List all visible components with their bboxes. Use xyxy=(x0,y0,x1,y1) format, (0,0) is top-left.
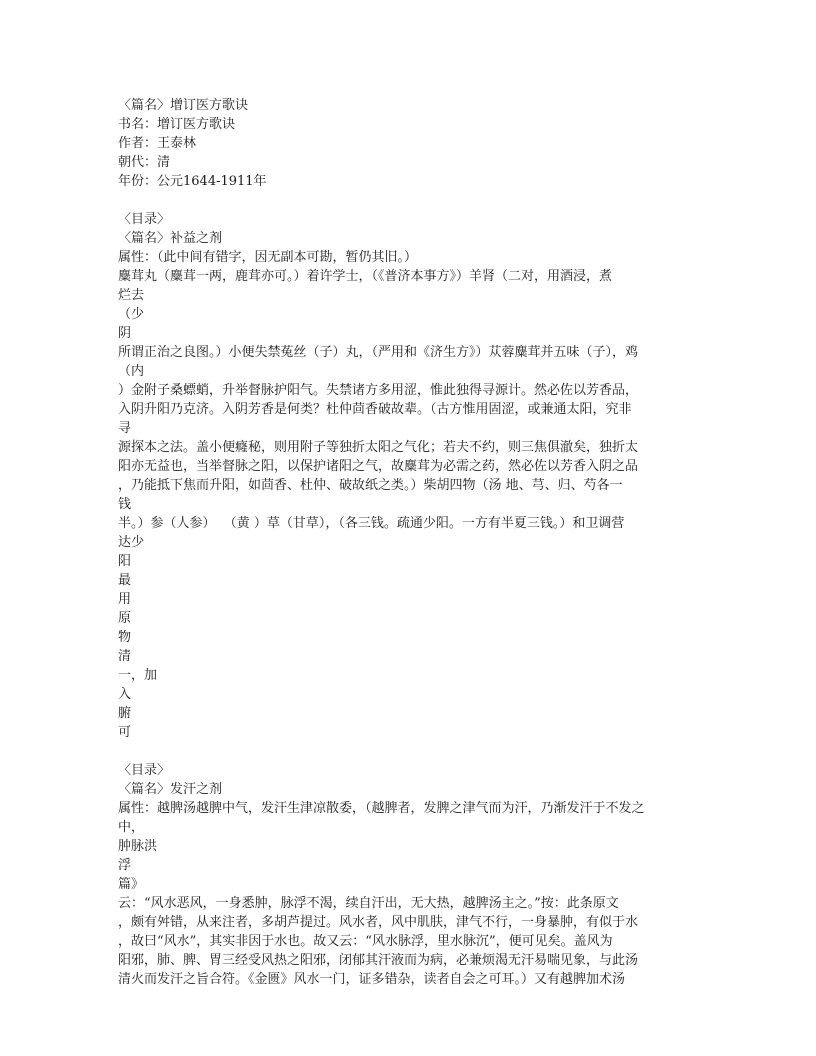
toc-marker: 〈目录〉 xyxy=(118,212,171,227)
text-line: 浮 xyxy=(118,858,132,873)
text-line: 所谓正治之良图。）小便失禁菟丝（子）丸，（严用和《济生方》）苁蓉麋茸并五味（子），鸡 xyxy=(118,345,639,360)
text-line: 阴 xyxy=(118,326,132,341)
text-line: 中， xyxy=(118,820,145,835)
spacer xyxy=(118,742,698,761)
text-line: 最 xyxy=(118,573,132,588)
author-line: 作者：王泰林 xyxy=(118,136,197,151)
text-line: ）金附子桑螵蛸，升举督脉护阳气。失禁诸方多用涩，惟此独得寻源计。然必佐以芳香品， xyxy=(118,383,639,398)
text-line: 物 xyxy=(118,630,132,645)
toc-marker: 〈目录〉 xyxy=(118,763,171,778)
text-line: 达少 xyxy=(118,535,145,550)
text-line: 篇》 xyxy=(118,877,145,892)
text-line: 腑 xyxy=(118,706,132,721)
text-line: 清 xyxy=(118,649,132,664)
year-line: 年份：公元1644-1911年 xyxy=(118,174,267,189)
text-line: 麋茸丸（麋茸一两，鹿茸亦可。）着许学士，（《普济本事方》）羊肾（二对，用酒浸，煮 xyxy=(118,269,613,284)
attribute-line: 属性：（此中间有错字，因无副本可勘，暂仍其旧。） xyxy=(118,250,418,265)
section-title: 〈篇名〉补益之剂 xyxy=(118,231,223,246)
text-line: 用 xyxy=(118,592,132,607)
text-line: ，颇有舛错，从来注者，多胡芦提过。风水者，风中肌肤，津气不行，一身暴肿，有似于水 xyxy=(118,915,639,930)
section-title: 〈篇名〉发汗之剂 xyxy=(118,782,223,797)
text-line: 清火而发汗之旨合符。《金匮》风水一门，证多错杂，读者自会之可耳。）又有越脾加术汤 xyxy=(118,972,626,987)
text-line: （内 xyxy=(118,364,145,379)
text-line: 可 xyxy=(118,725,132,740)
text-line: 阳亦无益也，当举督脉之阳，以保护诸阳之气，故麋茸为必需之药，然必佐以芳香入阴之品 xyxy=(118,459,639,474)
section-sweating-formulas xyxy=(118,761,698,989)
book-name-line: 书名：增订医方歌诀 xyxy=(118,117,236,132)
dynasty-line: 朝代：清 xyxy=(118,155,171,170)
attribute-line: 属性：越脾汤越脾中气，发汗生津凉散委，（越脾者，发脾之津气而为汗，乃渐发汗于不发之 xyxy=(118,801,645,816)
text-line: 阳邪，肺、脾、胃三经受风热之阳邪，闭郁其汗液而为病，必兼烦渴无汗易喘见象，与此汤 xyxy=(118,953,639,968)
text-line: 肿脉洪 xyxy=(118,839,158,854)
text-line: 源探本之法。盖小便癃秘，则用附子等独折太阳之气化；若夫不约，则三焦俱澈矣，独折太 xyxy=(118,440,639,455)
text-line: 一，加 xyxy=(118,668,158,683)
title-line: 〈篇名〉增订医方歌诀 xyxy=(118,98,249,113)
text-line: ，故曰“风水”，其实非因于水也。故又云：“风水脉浮，里水脉沉”，便可见矣。盖风为 xyxy=(118,934,613,949)
section-tonic-formulas xyxy=(118,210,698,742)
text-line: 原 xyxy=(118,611,132,626)
spacer xyxy=(118,191,698,210)
text-line: 阳 xyxy=(118,554,132,569)
text-line: 入 xyxy=(118,687,132,702)
text-line: ，乃能抵下焦而升阳，如茴香、杜仲、破故纸之类。）柴胡四物（汤 地、芎、归、芍各一 xyxy=(118,478,623,493)
header-block xyxy=(118,96,698,191)
text-line: 入阴升阳乃克济。入阴芳香是何类？杜仲茴香破故辈。（古方惟用固涩，或兼通太阳，究非 xyxy=(118,402,632,417)
text-line: 烂去 xyxy=(118,288,145,303)
text-line: 半。）参（人参） （黄 ）草（甘草），（各三钱。疏通少阳。一方有半夏三钱。）和卫调营 xyxy=(118,516,625,531)
text-line: 钱 xyxy=(118,497,132,512)
text-line: 寻 xyxy=(118,421,132,436)
document-page xyxy=(118,96,698,989)
text-line: 云：“风水恶风，一身悉肿，脉浮不渴，续自汗出，无大热，越脾汤主之。”按：此条原文 xyxy=(118,896,619,911)
text-line: （少 xyxy=(118,307,145,322)
